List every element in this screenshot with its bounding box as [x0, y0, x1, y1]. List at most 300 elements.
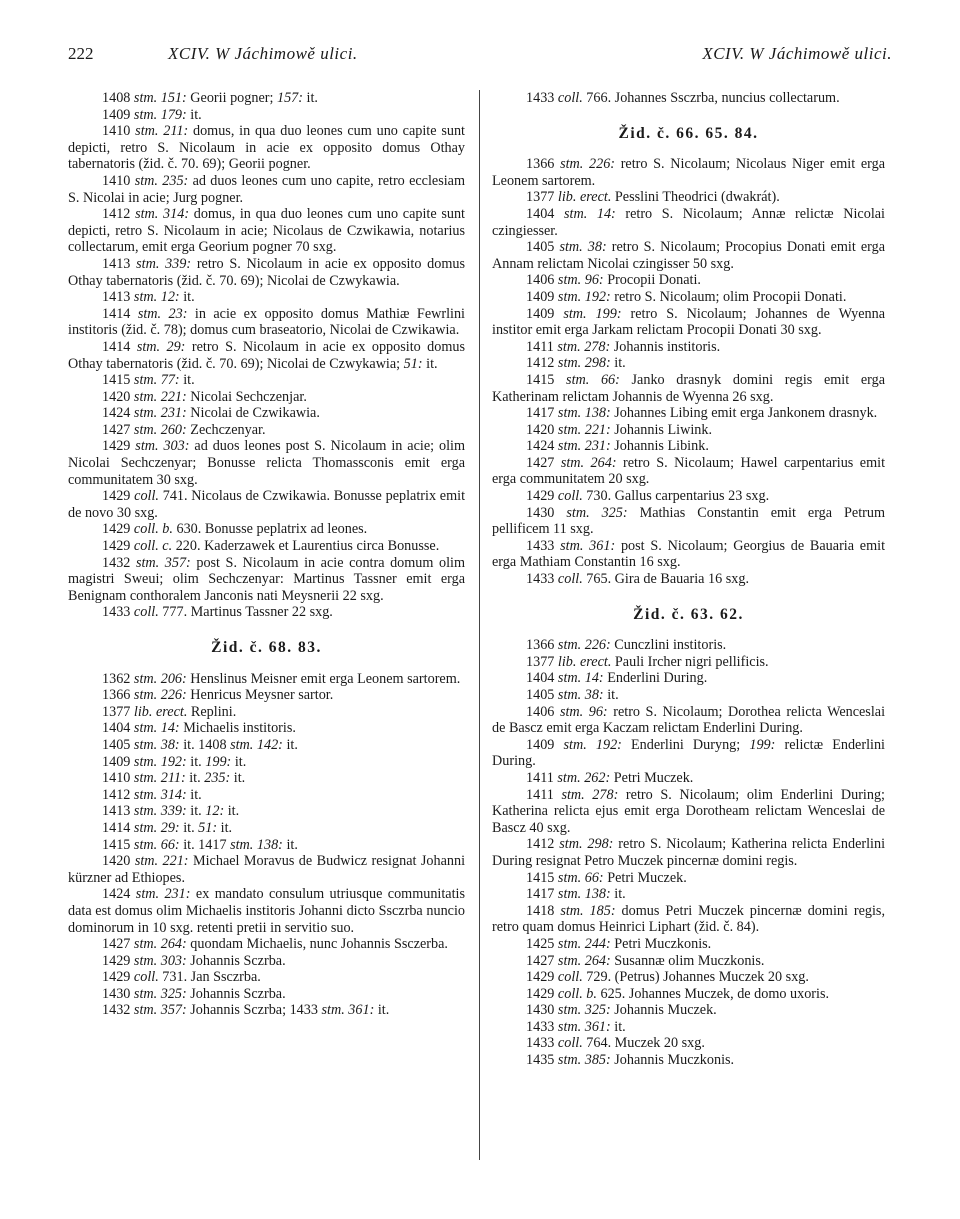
entry-text: 1411 — [526, 338, 558, 355]
record-entry — [68, 886, 465, 936]
entry-citation: stm. 38: — [557, 687, 604, 703]
entry-text: 1413 — [102, 255, 137, 272]
record-entry — [492, 156, 885, 189]
entry-text: 1417 — [526, 886, 558, 903]
entry-text: Michaelis institoris. — [179, 720, 296, 737]
entry-text: Petri Muczek. — [610, 769, 694, 786]
record-entry — [492, 306, 885, 339]
record-entry — [68, 256, 465, 289]
entry-text: 1429 — [102, 538, 134, 555]
entry-text: Johannis Muczkonis. — [610, 1052, 735, 1069]
right-column — [492, 90, 885, 1069]
entry-text: 1414 — [102, 338, 137, 355]
entry-text: 1418 — [526, 902, 561, 919]
entry-citation: coll. — [557, 571, 583, 588]
entry-text: retro S. Nicolaum; Nicolaus Niger emit erga Leonem sartorem. — [492, 156, 886, 189]
entry-citation: stm. 211: — [133, 770, 186, 787]
entry-text: 1435 — [526, 1052, 558, 1069]
entry-text: post S. Nicolaum; Georgius de Bauaria emit erga Mathiam Constantin 16 sxg. — [492, 537, 886, 571]
entry-citation: stm. 325: — [557, 1002, 611, 1019]
section-heading: Žid. č. 66. 65. 84. — [618, 124, 759, 142]
entry-text: 1404 — [526, 670, 558, 687]
entry-text: retro S. Nicolaum in acie ex opposito domus Othay tabernatoris (žid. č. 70. 69); Nicolai de Czwykawia. — [68, 255, 466, 289]
entry-list — [492, 637, 885, 1068]
entry-text: it. — [282, 836, 298, 853]
record-entry — [492, 886, 885, 903]
record-entry — [492, 654, 885, 671]
entry-text: it. — [186, 106, 202, 123]
entry-text: retro S. Nicolaum; olim Procopii Donati. — [610, 288, 847, 305]
entry-citation: stm. 298: — [559, 836, 614, 853]
entry-citation: stm. 314: — [135, 206, 190, 223]
entry-text: 1408 — [102, 90, 134, 106]
entry-text: 1410 — [102, 172, 135, 189]
entry-text: ex mandato consulum utriusque communitatis data est domus olim Michaelis institoris Johanni dicto Ssczrba nuncio dominorum in 10 sxg. retenti pretii in servitio suo. — [68, 886, 466, 936]
record-entry — [492, 189, 885, 206]
entry-citation: stm. 231: — [135, 886, 191, 903]
record-entry — [68, 986, 465, 1003]
entry-text: Johannis Libink. — [610, 438, 709, 455]
record-entry — [492, 405, 885, 422]
entry-text: 1405 — [102, 736, 134, 753]
entry-text: 1415 — [526, 371, 567, 388]
entry-text: Enderlini Duryng; — [621, 736, 750, 753]
record-entry — [68, 687, 465, 704]
entry-text: 1413 — [102, 803, 134, 820]
entry-text: 1433 — [526, 1035, 558, 1052]
entry-citation: stm. 185: — [560, 902, 616, 919]
entry-text: it. — [302, 90, 318, 106]
record-entry — [68, 604, 465, 621]
entry-list — [492, 90, 885, 107]
record-entry — [68, 1002, 465, 1019]
entry-text: 1409 — [526, 305, 564, 322]
entry-text: it. — [186, 753, 206, 770]
record-entry — [68, 953, 465, 970]
entry-citation: stm. 29: — [136, 338, 186, 355]
record-entry — [492, 355, 885, 372]
entry-citation: stm. 325: — [566, 504, 628, 521]
entry-text: Henslinus Meisner emit erga Leonem sartorem. — [186, 670, 461, 687]
entry-citation: lib. erect. — [133, 703, 188, 720]
entry-text: retro S. Nicolaum; Annæ relictæ Nicolai czingiesser. — [492, 205, 885, 239]
entry-citation: stm. 226: — [133, 687, 187, 704]
entry-text: domus Petri Muczek pincernæ domini regis, retro quam domus Heinrici Liphart (žid. č. 84). — [492, 902, 886, 936]
entry-text: 630. Bonusse peplatrix ad leones. — [172, 521, 368, 538]
entry-text: Mathias Constantin emit erga Petrum pellificem 11 sxg. — [492, 504, 886, 538]
entry-text: 1412 — [526, 355, 558, 372]
record-entry — [68, 107, 465, 124]
record-entry — [492, 90, 885, 107]
entry-citation: stm. 303: — [133, 952, 187, 969]
entry-text: 1430 — [526, 504, 567, 521]
entry-citation: stm. 151: — [133, 90, 187, 106]
entry-text: Cunczlini institoris. — [610, 637, 727, 654]
record-entry — [492, 206, 885, 239]
entry-text: 1406 — [526, 272, 558, 289]
entry-text: retro S. Nicolaum; Procopius Donati emit erga Annam relictam Nicolai czingisser 50 sxg. — [492, 239, 886, 272]
entry-text: Johannis Sczrba. — [186, 952, 286, 969]
entry-text: 1412 — [102, 786, 134, 803]
record-entry — [492, 422, 885, 439]
entry-text: 1424 — [102, 405, 134, 422]
entry-text: 1432 — [102, 1002, 134, 1019]
entry-text: 1430 — [526, 1002, 558, 1019]
record-entry — [68, 521, 465, 538]
record-entry — [68, 173, 465, 206]
record-entry — [492, 969, 885, 986]
entry-citation: stm. 206: — [133, 670, 187, 687]
entry-citation: stm. 192: — [563, 736, 622, 753]
running-title-left: XCIV. W Jáchimowě ulici. — [168, 44, 358, 63]
entry-text: retro S. Nicolaum; olim Enderlini During; Katherina relicta ejus emit erga Dorotheam relictam Wenceslai de Bascz 40 sxg. — [492, 786, 885, 836]
entry-text: 1433 — [526, 1018, 558, 1035]
record-entry — [492, 372, 885, 405]
entry-text: Johannes Libing emit erga Jankonem drasnyk. — [610, 405, 878, 422]
entry-text: 1409 — [526, 288, 558, 305]
entry-text: it. — [610, 355, 626, 372]
entry-text: 730. Gallus carpentarius 23 sxg. — [582, 488, 770, 505]
entry-citation: stm. 244: — [557, 935, 611, 952]
entry-text: 1433 — [102, 604, 134, 621]
entry-citation: stm. 339: — [133, 803, 187, 820]
entry-text: 1427 — [102, 936, 134, 953]
entry-citation: coll. c. — [133, 538, 173, 555]
entry-citation: stm. 231: — [133, 405, 187, 422]
record-entry — [68, 538, 465, 555]
entry-citation: stm. 385: — [557, 1052, 611, 1069]
left-column — [68, 90, 465, 1019]
entry-text: 1430 — [102, 985, 134, 1002]
record-entry — [68, 770, 465, 787]
entry-text: 1409 — [526, 736, 564, 753]
entry-text: 1429 — [102, 969, 134, 986]
entry-text: 1377 — [526, 653, 558, 670]
entry-text: it. 1408 — [179, 736, 231, 753]
entry-citation: coll. b. — [133, 521, 173, 538]
record-entry — [68, 969, 465, 986]
entry-text: Replini. — [187, 703, 237, 720]
entry-text: 1429 — [526, 488, 558, 505]
entry-text: 1429 — [102, 952, 134, 969]
entry-text: 1413 — [102, 289, 134, 306]
entry-citation: stm. 361: — [557, 1018, 611, 1035]
entry-text: 1366 — [526, 637, 558, 654]
entry-text: retro S. Nicolaum; Katherina relicta Enderlini During resignat Petro Muczek pincernæ domini regis. — [492, 836, 886, 869]
record-entry — [492, 505, 885, 538]
entry-text: 1420 — [526, 421, 558, 438]
entry-text: 1414 — [102, 819, 134, 836]
entry-text: 1429 — [102, 438, 136, 455]
entry-text: retro S. Nicolaum in acie ex opposito domus Othay tabernatoris (žid. č. 70. 69); Nicolai de Czwykawia; — [68, 338, 466, 372]
entry-citation: coll. b. — [557, 985, 597, 1002]
entry-text: it. — [230, 770, 246, 787]
record-entry — [68, 372, 465, 389]
entry-text: it. — [374, 1002, 390, 1019]
entry-text: 1412 — [102, 206, 136, 223]
entry-text: Pauli Ircher nigri pellificis. — [611, 653, 769, 670]
entry-text: 729. (Petrus) Johannes Muczek 20 sxg. — [582, 969, 809, 986]
entry-text: Georii pogner; — [186, 90, 277, 106]
record-entry — [492, 438, 885, 455]
entry-text: it. — [186, 786, 202, 803]
running-title-right: XCIV. W Jáchimowě ulici. — [702, 44, 892, 63]
entry-citation: coll. — [133, 604, 159, 621]
page-number: 222 — [68, 44, 94, 63]
entry-citation: stm. 138: — [557, 886, 611, 903]
entry-citation: coll. — [134, 488, 159, 505]
entry-citation: stm. 179: — [133, 106, 187, 123]
entry-text: 1424 — [102, 886, 136, 903]
entry-text: Johannis Muczek. — [610, 1002, 717, 1019]
entry-citation: stm. 192: — [133, 753, 187, 770]
entry-text: it. — [186, 803, 206, 820]
entry-citation: stm. 278: — [561, 786, 619, 803]
record-entry — [68, 555, 465, 605]
record-entry — [492, 903, 885, 936]
record-entry — [492, 870, 885, 887]
record-entry — [492, 1019, 885, 1036]
entry-text: 765. Gira de Bauaria 16 sxg. — [582, 571, 750, 588]
entry-text: domus, in qua duo leones cum uno capite sunt depicti, retro S. Nicolaum in acie; Nicolaus de Czwikawia, notarius collectarum, emit erga Georium pogner 70 sxg. — [68, 206, 465, 256]
entry-text: 1429 — [102, 488, 135, 505]
entry-text: Johannis institoris. — [610, 338, 721, 355]
entry-text: 1366 — [102, 687, 134, 704]
record-entry — [68, 289, 465, 306]
entry-citation: stm. 221: — [133, 388, 187, 405]
entry-text: 777. Martinus Tassner 22 sxg. — [158, 604, 333, 621]
entry-citation: 12: — [205, 803, 225, 820]
entry-citation: stm. 339: — [136, 255, 192, 272]
entry-text: 1411 — [526, 786, 562, 803]
entry-citation: 235: — [204, 770, 231, 787]
record-entry — [68, 206, 465, 256]
entry-text: 1427 — [526, 454, 561, 471]
record-entry — [68, 389, 465, 406]
entry-text: Petri Muczek. — [603, 869, 687, 886]
record-entry — [492, 637, 885, 654]
entry-citation: stm. 96: — [557, 272, 604, 289]
entry-citation: stm. 221: — [134, 853, 189, 870]
entry-text: it. 1417 — [179, 836, 231, 853]
entry-citation: stm. 303: — [135, 438, 190, 455]
entry-text: 1404 — [526, 205, 564, 222]
entry-text: ad duos leones cum uno capite, retro ecclesiam S. Nicolai in acie; Jurg pogner. — [68, 172, 465, 206]
entry-text: 1427 — [102, 421, 134, 438]
entry-text: 1377 — [102, 703, 134, 720]
record-entry — [68, 720, 465, 737]
entry-text: 1432 — [102, 554, 136, 571]
entry-citation: stm. 325: — [133, 985, 187, 1002]
entry-text: it. — [224, 803, 240, 820]
entry-citation: stm. 77: — [133, 372, 180, 389]
record-entry — [492, 953, 885, 970]
entry-text: Johannis Sczrba. — [186, 985, 286, 1002]
entry-text: 731. Jan Ssczrba. — [158, 969, 261, 986]
entry-citation: stm. 264: — [557, 952, 611, 969]
record-entry — [492, 1052, 885, 1069]
entry-citation: 199: — [749, 736, 776, 753]
entry-citation: stm. 231: — [557, 438, 611, 455]
entry-text: ad duos leones post S. Nicolaum in acie; olim Nicolai Sechczenyar; Bonusse relicta Thomassconis emit erga communitatem 30 sxg. — [68, 438, 466, 488]
entry-citation: stm. 23: — [137, 305, 188, 322]
entry-text: Michael Moravus de Budwicz resignat Johanni kürzner ad Ethiopes. — [68, 853, 466, 886]
entry-list — [492, 156, 885, 587]
record-entry — [492, 986, 885, 1003]
entry-citation: stm. 226: — [560, 156, 616, 173]
record-entry — [492, 272, 885, 289]
entry-text: 1412 — [526, 836, 560, 853]
entry-citation: stm. 298: — [557, 355, 611, 372]
entry-text: 1405 — [526, 239, 560, 256]
entry-text: quondam Michaelis, nunc Johannis Ssczerba. — [186, 936, 448, 953]
record-entry — [68, 123, 465, 173]
entry-text: 1410 — [102, 123, 136, 140]
record-entry — [68, 405, 465, 422]
entry-citation: lib. erect. — [557, 189, 612, 206]
record-entry — [68, 754, 465, 771]
entry-citation: coll. — [557, 488, 583, 505]
page-header — [68, 44, 892, 72]
entry-text: it. — [610, 886, 626, 903]
entry-citation: stm. 260: — [133, 421, 187, 438]
entry-citation: stm. 211: — [135, 123, 189, 140]
entry-text: it. — [185, 770, 205, 787]
entry-text: 1377 — [526, 189, 558, 206]
entry-text: it. — [610, 1018, 626, 1035]
entry-text: Henricus Meysner sartor. — [186, 687, 334, 704]
entry-text: in acie ex opposito domus Mathiæ Fewrlini institoris (žid. č. 78); domus cum braseatorio, Nicolai de Czwikawia. — [68, 305, 466, 339]
entry-text: Johannis Liwink. — [610, 421, 713, 438]
entry-text: it. — [422, 355, 438, 372]
entry-text: relictæ Enderlini During. — [492, 736, 886, 770]
record-entry — [492, 704, 885, 737]
entry-citation: stm. 14: — [563, 205, 616, 222]
entry-text: post S. Nicolaum in acie contra domum olim magistri Sweui; olim Sechczenyar: Martinus Tassner emit erga Benignam conthoralem Janconis nati Meysnerii 22 sxg. — [68, 554, 466, 604]
entry-citation: stm. 12: — [133, 289, 180, 306]
entry-citation: stm. 66: — [566, 371, 620, 388]
entry-text: retro S. Nicolaum; Johannes de Wyenna institor emit erga Jarkam relictam Procopii Donati 30 sxg. — [492, 305, 886, 339]
record-entry — [68, 704, 465, 721]
entry-text: Pesslini Theodrici (dwakrát). — [611, 189, 780, 206]
entry-citation: 157: — [276, 90, 303, 106]
entry-citation: stm. 138: — [557, 405, 611, 422]
entry-text: 1424 — [526, 438, 558, 455]
entry-citation: stm. 262: — [557, 769, 611, 786]
record-entry — [68, 787, 465, 804]
entry-text: 1433 — [526, 537, 561, 554]
entry-citation: 199: — [205, 753, 232, 770]
record-entry — [492, 538, 885, 571]
entry-citation: stm. 357: — [133, 1002, 187, 1019]
record-entry — [68, 488, 465, 521]
entry-text: Johannis Sczrba; 1433 — [186, 1002, 322, 1019]
record-entry — [492, 737, 885, 770]
entry-citation: stm. 199: — [563, 305, 622, 322]
record-entry — [68, 820, 465, 837]
record-entry — [492, 339, 885, 356]
record-entry — [492, 571, 885, 588]
record-entry — [492, 936, 885, 953]
entry-text: Enderlini During. — [603, 670, 708, 687]
entry-citation: stm. 361: — [560, 537, 616, 554]
record-entry — [68, 339, 465, 372]
entry-text: it. — [231, 753, 247, 770]
entry-text: Zechczenyar. — [186, 421, 266, 438]
entry-text: 1406 — [526, 703, 560, 720]
entry-citation: stm. 192: — [557, 288, 611, 305]
record-entry — [68, 853, 465, 886]
entry-citation: stm. 14: — [133, 720, 180, 737]
entry-citation: stm. 38: — [559, 239, 607, 256]
entry-text: Susannæ olim Muczkonis. — [610, 952, 765, 969]
record-entry — [492, 239, 885, 272]
record-entry — [68, 438, 465, 488]
record-entry — [68, 422, 465, 439]
entry-text: 741. Nicolaus de Czwikawia. Bonusse peplatrix emit de novo 30 sxg. — [68, 488, 466, 521]
record-entry — [492, 455, 885, 488]
entry-list — [68, 671, 465, 1019]
entry-text: 1405 — [526, 687, 558, 703]
entry-citation: stm. 142: — [230, 736, 283, 753]
record-entry — [68, 90, 465, 107]
entry-text: domus, in qua duo leones cum uno capite sunt depicti, retro S. Nicolaum in acie ex opposito domus Othay tabernatoris (žid. č. 70. 69); Georii pogner. — [68, 123, 465, 173]
entry-citation: stm. 226: — [557, 637, 611, 654]
entry-text: 1409 — [102, 753, 134, 770]
record-entry — [68, 671, 465, 688]
entry-text: 1420 — [102, 388, 134, 405]
entry-citation: stm. 235: — [134, 172, 189, 189]
entry-text: 1410 — [102, 770, 134, 787]
entry-citation: coll. — [557, 90, 583, 106]
entry-citation: stm. 14: — [557, 670, 604, 687]
entry-text: it. — [603, 687, 619, 703]
entry-text: retro S. Nicolaum; Hawel carpentarius emit erga communitatem 20 sxg. — [492, 454, 886, 488]
entry-text: 1417 — [526, 405, 558, 422]
entry-citation: stm. 361: — [321, 1002, 375, 1019]
record-entry — [492, 836, 885, 869]
record-entry — [68, 737, 465, 754]
entry-text: 1427 — [526, 952, 558, 969]
record-entry — [68, 803, 465, 820]
entry-citation: stm. 357: — [135, 554, 191, 571]
entry-text: 1366 — [526, 156, 561, 173]
record-entry — [68, 936, 465, 953]
entry-text: it. — [217, 819, 233, 836]
entry-text: 1429 — [526, 985, 558, 1002]
entry-text: 1433 — [526, 90, 558, 106]
section-heading: Žid. č. 68. 83. — [211, 639, 322, 656]
record-entry — [492, 687, 885, 704]
entry-text: 1411 — [526, 769, 558, 786]
entry-text: 1409 — [102, 106, 134, 123]
entry-text: 625. Johannes Muczek, de domo uxoris. — [596, 985, 830, 1002]
entry-citation: stm. 314: — [133, 786, 187, 803]
entry-citation: stm. 264: — [133, 936, 187, 953]
entry-text: 1404 — [102, 720, 134, 737]
entry-citation: lib. erect. — [557, 653, 612, 670]
entry-citation: stm. 264: — [560, 454, 617, 471]
entry-text: retro S. Nicolaum; Dorothea relicta Wenceslai de Bascz emit erga Kaczam relictam Enderlini During. — [492, 703, 886, 737]
entry-citation: stm. 66: — [133, 836, 180, 853]
entry-text: it. — [179, 372, 195, 389]
entry-text: 1425 — [526, 935, 558, 952]
entry-text: 764. Muczek 20 sxg. — [582, 1035, 705, 1052]
entry-text: it. — [179, 819, 199, 836]
entry-text: 1362 — [102, 670, 134, 687]
entry-citation: stm. 29: — [133, 819, 180, 836]
entry-text: Petri Muczkonis. — [610, 935, 712, 952]
